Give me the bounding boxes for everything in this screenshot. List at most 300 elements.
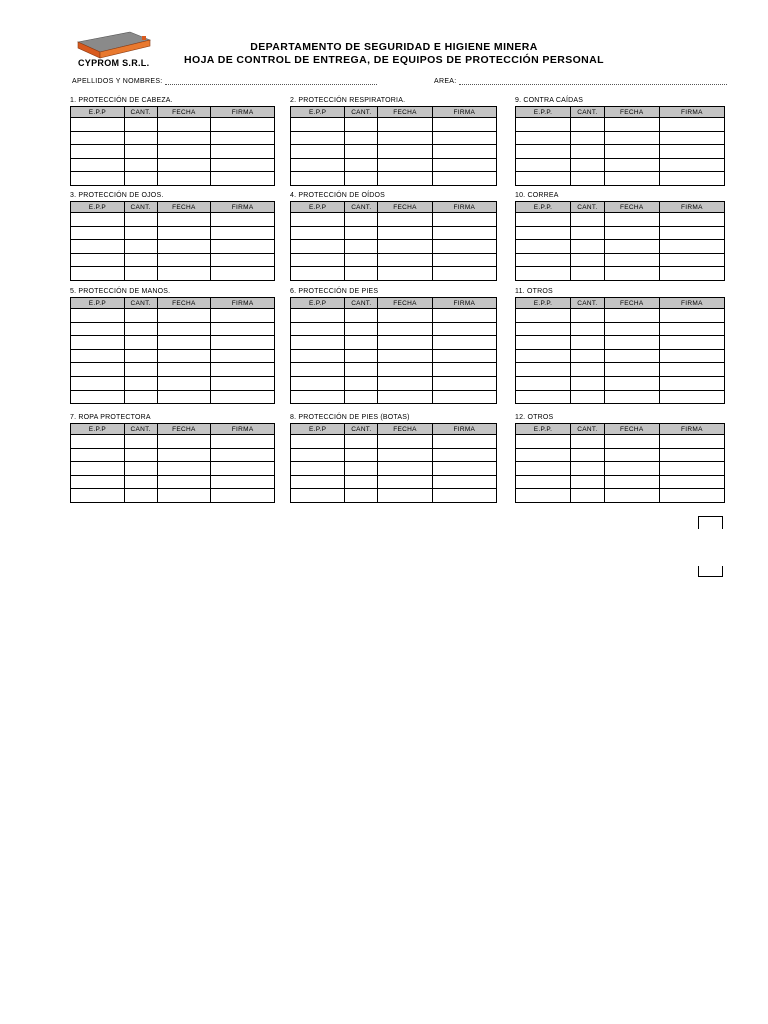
table-cell[interactable] (659, 322, 724, 336)
table-cell[interactable] (291, 131, 345, 145)
table-cell[interactable] (211, 213, 275, 227)
table-cell[interactable] (604, 475, 659, 489)
table-cell[interactable] (432, 131, 496, 145)
table-cell[interactable] (659, 349, 724, 363)
table-cell[interactable] (378, 336, 432, 350)
table-cell[interactable] (291, 336, 345, 350)
table-cell[interactable] (604, 267, 659, 281)
table-cell[interactable] (604, 309, 659, 323)
table-cell[interactable] (571, 390, 605, 404)
table-cell[interactable] (659, 462, 724, 476)
table-cell[interactable] (378, 131, 432, 145)
table-cell[interactable] (211, 462, 275, 476)
table-cell[interactable] (571, 145, 605, 159)
table-cell[interactable] (71, 213, 125, 227)
table-cell[interactable] (604, 172, 659, 186)
table-cell[interactable] (71, 448, 125, 462)
table-cell[interactable] (378, 435, 432, 449)
table-cell[interactable] (124, 489, 157, 503)
table-cell[interactable] (432, 322, 496, 336)
column-header: E.P.P (291, 107, 345, 118)
column-header: E.P.P. (516, 202, 571, 213)
table-cell[interactable] (71, 322, 125, 336)
table-cell[interactable] (432, 336, 496, 350)
table-cell[interactable] (571, 448, 605, 462)
area-field[interactable] (434, 77, 727, 85)
table-cell[interactable] (659, 376, 724, 390)
table-cell[interactable] (378, 462, 432, 476)
table-cell[interactable] (516, 213, 571, 227)
table-cell[interactable] (345, 213, 378, 227)
table-cell[interactable] (571, 131, 605, 145)
table-cell[interactable] (71, 349, 125, 363)
table-cell[interactable] (345, 131, 378, 145)
table-cell[interactable] (211, 376, 275, 390)
table-cell[interactable] (432, 172, 496, 186)
table-cell[interactable] (659, 475, 724, 489)
table-cell[interactable] (291, 376, 345, 390)
table-cell[interactable] (659, 118, 724, 132)
table-cell[interactable] (157, 309, 211, 323)
table-cell[interactable] (71, 390, 125, 404)
column-header: FECHA (378, 107, 432, 118)
table-cell[interactable] (291, 172, 345, 186)
table-cell[interactable] (571, 172, 605, 186)
table-cell[interactable] (71, 376, 125, 390)
table-cell[interactable] (604, 435, 659, 449)
table-cell[interactable] (157, 267, 211, 281)
table-cell[interactable] (345, 363, 378, 377)
table-cell[interactable] (516, 118, 571, 132)
table-cell[interactable] (71, 158, 125, 172)
table-cell[interactable] (211, 158, 275, 172)
column-header: CANT. (345, 107, 378, 118)
table-cell[interactable] (211, 390, 275, 404)
table-cell[interactable] (516, 376, 571, 390)
table-cell[interactable] (432, 448, 496, 462)
table-cell[interactable] (71, 336, 125, 350)
table-cell[interactable] (211, 267, 275, 281)
table-cell[interactable] (157, 253, 211, 267)
table-cell[interactable] (604, 240, 659, 254)
table-cell[interactable] (659, 489, 724, 503)
table-cell[interactable] (659, 390, 724, 404)
table-cell[interactable] (71, 253, 125, 267)
table-cell[interactable] (71, 267, 125, 281)
table-cell[interactable] (432, 376, 496, 390)
table-cell[interactable] (604, 489, 659, 503)
area-label: AREA: (434, 78, 457, 85)
table-cell[interactable] (71, 475, 125, 489)
table-cell[interactable] (432, 435, 496, 449)
table-row (516, 145, 725, 159)
table-cell[interactable] (157, 349, 211, 363)
table-cell[interactable] (345, 118, 378, 132)
table-cell[interactable] (571, 226, 605, 240)
table-cell[interactable] (378, 309, 432, 323)
table-cell[interactable] (211, 448, 275, 462)
table-cell[interactable] (378, 475, 432, 489)
table-row (71, 253, 275, 267)
table-cell[interactable] (157, 213, 211, 227)
table-cell[interactable] (571, 475, 605, 489)
table-cell[interactable] (157, 475, 211, 489)
table-cell[interactable] (291, 158, 345, 172)
table-cell[interactable] (124, 253, 157, 267)
name-field[interactable] (72, 77, 377, 85)
table-cell[interactable] (604, 336, 659, 350)
table-cell[interactable] (571, 435, 605, 449)
table-cell[interactable] (571, 309, 605, 323)
table-cell[interactable] (157, 462, 211, 476)
table-cell[interactable] (432, 462, 496, 476)
table-cell[interactable] (571, 158, 605, 172)
table-cell[interactable] (124, 435, 157, 449)
column-header: E.P.P (291, 298, 345, 309)
table-cell[interactable] (571, 349, 605, 363)
column-header: E.P.P (71, 298, 125, 309)
table-cell[interactable] (345, 390, 378, 404)
table-cell[interactable] (432, 253, 496, 267)
table-cell[interactable] (604, 390, 659, 404)
table-cell[interactable] (345, 309, 378, 323)
table-cell[interactable] (291, 462, 345, 476)
table-cell[interactable] (516, 309, 571, 323)
table-cell[interactable] (659, 145, 724, 159)
table-cell[interactable] (345, 448, 378, 462)
table-cell[interactable] (157, 118, 211, 132)
table-cell[interactable] (659, 172, 724, 186)
table-cell[interactable] (211, 322, 275, 336)
table-cell[interactable] (345, 376, 378, 390)
table-cell[interactable] (345, 172, 378, 186)
table-cell[interactable] (432, 390, 496, 404)
table-cell[interactable] (659, 363, 724, 377)
table-cell[interactable] (211, 131, 275, 145)
table-cell[interactable] (378, 489, 432, 503)
table-cell[interactable] (291, 475, 345, 489)
table-cell[interactable] (516, 226, 571, 240)
column-header: CANT. (345, 298, 378, 309)
column-header: FIRMA (659, 424, 724, 435)
table-cell[interactable] (124, 172, 157, 186)
table-cell[interactable] (432, 309, 496, 323)
column-header: CANT. (571, 107, 605, 118)
table-cell[interactable] (345, 349, 378, 363)
table-cell[interactable] (571, 240, 605, 254)
table-cell[interactable] (516, 475, 571, 489)
table-cell[interactable] (378, 118, 432, 132)
table-cell[interactable] (345, 475, 378, 489)
table-cell[interactable] (516, 240, 571, 254)
table-cell[interactable] (291, 118, 345, 132)
table-row (71, 349, 275, 363)
table-cell[interactable] (211, 363, 275, 377)
table-cell[interactable] (211, 475, 275, 489)
table-row (71, 489, 275, 503)
table-cell[interactable] (71, 435, 125, 449)
table-cell[interactable] (157, 489, 211, 503)
table-row (516, 240, 725, 254)
table-cell[interactable] (604, 322, 659, 336)
table-cell[interactable] (124, 322, 157, 336)
table-cell[interactable] (157, 226, 211, 240)
table-header-row (291, 202, 497, 213)
table-cell[interactable] (124, 363, 157, 377)
table-cell[interactable] (291, 240, 345, 254)
table-cell[interactable] (516, 336, 571, 350)
table-cell[interactable] (211, 253, 275, 267)
table-cell[interactable] (378, 240, 432, 254)
section-title: 2. PROTECCIÓN RESPIRATORIA. (290, 97, 406, 104)
table-cell[interactable] (604, 145, 659, 159)
table-cell[interactable] (604, 376, 659, 390)
table-cell[interactable] (516, 462, 571, 476)
table-cell[interactable] (124, 267, 157, 281)
table-cell[interactable] (124, 213, 157, 227)
table-cell[interactable] (291, 435, 345, 449)
table-row (516, 322, 725, 336)
table-cell[interactable] (345, 336, 378, 350)
table-cell[interactable] (516, 322, 571, 336)
table-cell[interactable] (345, 435, 378, 449)
table-cell[interactable] (516, 158, 571, 172)
table-cell[interactable] (659, 158, 724, 172)
table-cell[interactable] (211, 172, 275, 186)
table-cell[interactable] (571, 336, 605, 350)
table-row (71, 226, 275, 240)
table-cell[interactable] (571, 376, 605, 390)
table-cell[interactable] (71, 131, 125, 145)
table-cell[interactable] (432, 267, 496, 281)
table-row (71, 390, 275, 404)
table-cell[interactable] (345, 462, 378, 476)
table-cell[interactable] (157, 448, 211, 462)
table-row (291, 448, 497, 462)
table-cell[interactable] (291, 390, 345, 404)
table-cell[interactable] (378, 158, 432, 172)
table-cell[interactable] (124, 349, 157, 363)
table-cell[interactable] (157, 435, 211, 449)
table-cell[interactable] (432, 240, 496, 254)
table-cell[interactable] (345, 267, 378, 281)
epp-table (515, 201, 725, 281)
table-cell[interactable] (157, 145, 211, 159)
table-cell[interactable] (71, 118, 125, 132)
table-cell[interactable] (291, 145, 345, 159)
table-cell[interactable] (378, 145, 432, 159)
table-cell[interactable] (604, 131, 659, 145)
table-cell[interactable] (378, 349, 432, 363)
table-cell[interactable] (516, 349, 571, 363)
table-cell[interactable] (604, 213, 659, 227)
epp-table (290, 423, 497, 503)
column-header: CANT. (571, 202, 605, 213)
table-cell[interactable] (378, 390, 432, 404)
table-cell[interactable] (571, 118, 605, 132)
table-cell[interactable] (659, 253, 724, 267)
table-cell[interactable] (516, 267, 571, 281)
table-cell[interactable] (432, 363, 496, 377)
table-cell[interactable] (659, 267, 724, 281)
table-cell[interactable] (211, 489, 275, 503)
table-cell[interactable] (211, 226, 275, 240)
table-cell[interactable] (432, 213, 496, 227)
table-cell[interactable] (291, 322, 345, 336)
table-cell[interactable] (516, 363, 571, 377)
table-row (516, 253, 725, 267)
table-cell[interactable] (291, 349, 345, 363)
table-cell[interactable] (345, 322, 378, 336)
table-cell[interactable] (157, 172, 211, 186)
table-cell[interactable] (571, 462, 605, 476)
table-cell[interactable] (71, 309, 125, 323)
table-cell[interactable] (571, 213, 605, 227)
table-cell[interactable] (345, 158, 378, 172)
table-cell[interactable] (378, 267, 432, 281)
table-cell[interactable] (659, 213, 724, 227)
table-cell[interactable] (571, 489, 605, 503)
table-cell[interactable] (604, 118, 659, 132)
table-cell[interactable] (71, 172, 125, 186)
table-cell[interactable] (571, 253, 605, 267)
table-cell[interactable] (378, 226, 432, 240)
table-cell[interactable] (124, 131, 157, 145)
table-cell[interactable] (345, 226, 378, 240)
table-cell[interactable] (157, 240, 211, 254)
table-cell[interactable] (157, 322, 211, 336)
table-cell[interactable] (516, 489, 571, 503)
table-cell[interactable] (345, 489, 378, 503)
table-header-row (71, 424, 275, 435)
table-cell[interactable] (124, 145, 157, 159)
table-cell[interactable] (211, 145, 275, 159)
table-cell[interactable] (345, 240, 378, 254)
table-cell[interactable] (516, 390, 571, 404)
table-cell[interactable] (291, 213, 345, 227)
table-cell[interactable] (291, 226, 345, 240)
table-cell[interactable] (124, 448, 157, 462)
table-cell[interactable] (124, 336, 157, 350)
table-cell[interactable] (157, 336, 211, 350)
table-cell[interactable] (516, 145, 571, 159)
table-header-row (71, 298, 275, 309)
table-cell[interactable] (659, 226, 724, 240)
table-cell[interactable] (432, 226, 496, 240)
table-cell[interactable] (211, 349, 275, 363)
table-cell[interactable] (291, 489, 345, 503)
table-cell[interactable] (157, 376, 211, 390)
table-cell[interactable] (516, 448, 571, 462)
table-header-row (516, 424, 725, 435)
table-cell[interactable] (378, 253, 432, 267)
table-cell[interactable] (211, 309, 275, 323)
table-cell[interactable] (71, 489, 125, 503)
table-cell[interactable] (157, 158, 211, 172)
table-cell[interactable] (432, 349, 496, 363)
table-cell[interactable] (157, 390, 211, 404)
table-cell[interactable] (516, 131, 571, 145)
table-cell[interactable] (291, 363, 345, 377)
table-cell[interactable] (211, 435, 275, 449)
table-cell[interactable] (604, 349, 659, 363)
table-cell[interactable] (378, 213, 432, 227)
table-cell[interactable] (604, 363, 659, 377)
table-cell[interactable] (432, 489, 496, 503)
column-header: E.P.P (71, 107, 125, 118)
table-cell[interactable] (571, 322, 605, 336)
table-cell[interactable] (211, 118, 275, 132)
table-cell[interactable] (604, 462, 659, 476)
table-cell[interactable] (124, 240, 157, 254)
table-cell[interactable] (659, 435, 724, 449)
table-cell[interactable] (432, 475, 496, 489)
table-cell[interactable] (571, 363, 605, 377)
table-cell[interactable] (378, 448, 432, 462)
table-cell[interactable] (432, 145, 496, 159)
table-cell[interactable] (516, 172, 571, 186)
table-cell[interactable] (659, 336, 724, 350)
table-cell[interactable] (71, 226, 125, 240)
table-cell[interactable] (516, 435, 571, 449)
table-cell[interactable] (516, 253, 571, 267)
table-cell[interactable] (604, 226, 659, 240)
table-cell[interactable] (378, 172, 432, 186)
table-cell[interactable] (124, 390, 157, 404)
table-row (291, 158, 497, 172)
table-cell[interactable] (432, 118, 496, 132)
table-cell[interactable] (157, 131, 211, 145)
table-cell[interactable] (571, 267, 605, 281)
table-cell[interactable] (345, 145, 378, 159)
table-cell[interactable] (211, 336, 275, 350)
table-cell[interactable] (291, 309, 345, 323)
table-cell[interactable] (211, 240, 275, 254)
table-cell[interactable] (291, 448, 345, 462)
table-cell[interactable] (291, 253, 345, 267)
table-cell[interactable] (71, 145, 125, 159)
table-cell[interactable] (604, 158, 659, 172)
area-line[interactable] (459, 77, 727, 85)
table-cell[interactable] (378, 363, 432, 377)
table-cell[interactable] (71, 462, 125, 476)
table-cell[interactable] (124, 462, 157, 476)
name-line[interactable] (165, 77, 377, 85)
table-cell[interactable] (124, 376, 157, 390)
table-cell[interactable] (124, 158, 157, 172)
table-cell[interactable] (124, 475, 157, 489)
table-cell[interactable] (124, 226, 157, 240)
page-title: DEPARTAMENTO DE SEGURIDAD E HIGIENE MINERA (250, 41, 538, 53)
table-cell[interactable] (124, 118, 157, 132)
table-cell[interactable] (659, 448, 724, 462)
table-cell[interactable] (432, 158, 496, 172)
table-cell[interactable] (157, 363, 211, 377)
table-cell[interactable] (378, 322, 432, 336)
table-cell[interactable] (291, 267, 345, 281)
table-cell[interactable] (345, 253, 378, 267)
table-cell[interactable] (659, 309, 724, 323)
table-cell[interactable] (604, 448, 659, 462)
table-cell[interactable] (71, 363, 125, 377)
table-cell[interactable] (604, 253, 659, 267)
table-cell[interactable] (659, 131, 724, 145)
table-cell[interactable] (124, 309, 157, 323)
table-cell[interactable] (378, 376, 432, 390)
column-header: FIRMA (659, 298, 724, 309)
table-cell[interactable] (659, 240, 724, 254)
table-cell[interactable] (71, 240, 125, 254)
